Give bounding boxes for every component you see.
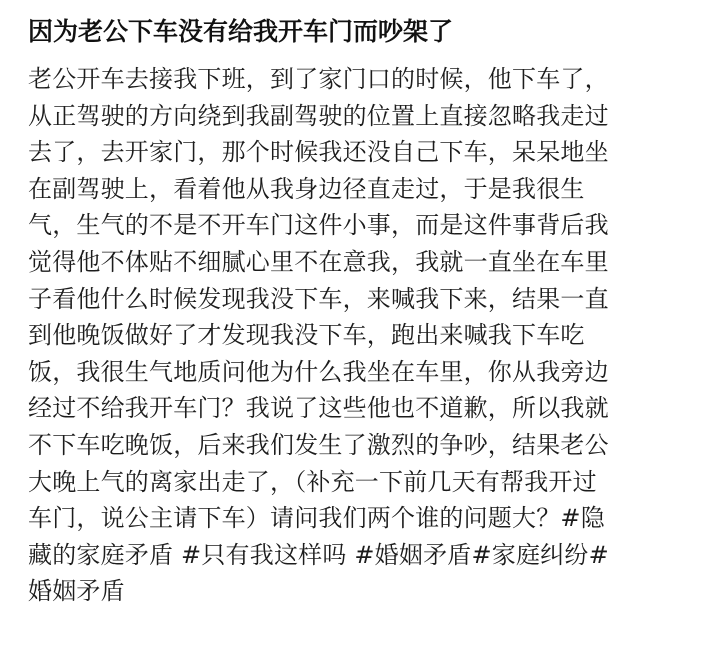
body-line: 大晚上气的离家出走了，（补充一下前几天有帮我开过 [28,467,597,496]
body-line: 不下车吃晚饭，后来我们发生了激烈的争吵，结果老公 [28,430,609,459]
body-line: 藏的家庭矛盾 #只有我这样吗 #婚姻矛盾#家庭纠纷# [28,540,609,569]
body-line: 老公开车去接我下班，到了家门口的时候，他下车了， [28,65,609,93]
body-line: 饭，我很生气地质问他为什么我坐在车里，你从我旁边 [28,357,609,386]
body-line: 车门，说公主请下车）请问我们两个谁的问题大？#隐 [28,504,605,533]
body-line: 从正驾驶的方向绕到我副驾驶的位置上直接忽略我走过 [28,101,609,130]
body-line: 去了，去开家门，那个时候我还没自己下车，呆呆地坐 [28,138,609,167]
post-body [28,61,698,610]
body-line: 婚姻矛盾 [28,577,125,606]
post-title: 因为老公下车没有给我开车门而吵架了 [28,17,454,46]
body-line: 在副驾驶上，看着他从我身边径直走过，于是我很生 [28,174,585,203]
body-line: 经过不给我开车门？我说了这些他也不道歉，所以我就 [28,394,609,423]
body-line: 气，生气的不是不开车门这件小事，而是这件事背后我 [28,211,609,240]
body-line: 到他晚饭做好了才发现我没下车，跑出来喊我下车吃 [28,321,585,350]
body-line: 子看他什么时候发现我没下车，来喊我下来，结果一直 [28,284,609,313]
body-line: 觉得他不体贴不细腻心里不在意我，我就一直坐在车里 [28,247,609,276]
